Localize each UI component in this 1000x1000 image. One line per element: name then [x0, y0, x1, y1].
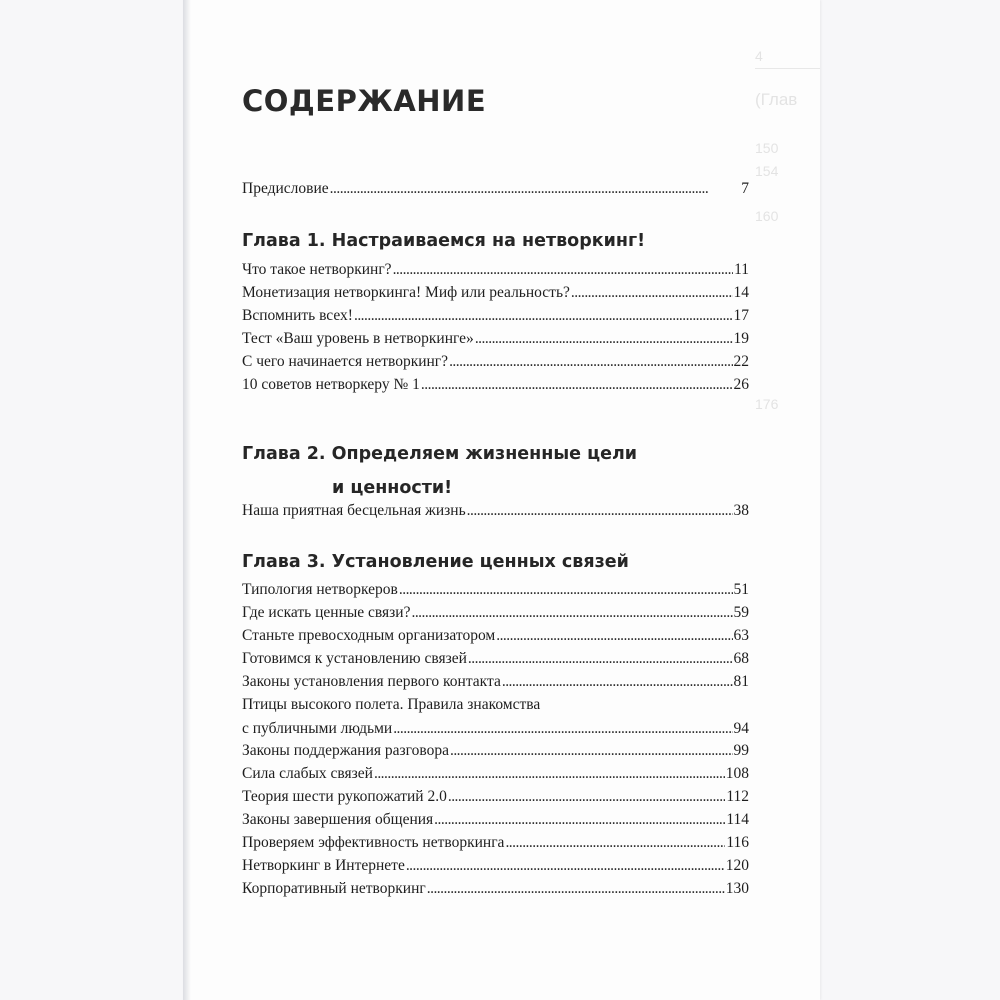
toc-entry[interactable] [242, 857, 749, 881]
dot-leader [505, 834, 725, 854]
toc-entry-page: 94 [733, 720, 749, 737]
toc-entry-page: 19 [733, 330, 749, 347]
toc-entry-label: С чего начинается нетворкинг? [242, 353, 449, 370]
page-spine-shadow [183, 0, 191, 1000]
toc-entry[interactable] [242, 811, 749, 835]
dot-leader [449, 353, 732, 373]
show-through-page: 176 [755, 396, 779, 412]
toc-entry-label: Сила слабых связей [242, 765, 373, 782]
toc-entry-page: 108 [725, 765, 749, 782]
show-through-page: 150 [755, 140, 779, 156]
dot-leader [393, 261, 733, 281]
chapter-heading-line: Глава 3. Установление ценных связей [242, 552, 629, 572]
toc-entry-label: Тест «Ваш уровень в нетворкинге» [242, 330, 474, 347]
chapter-heading-line: и ценности! [332, 478, 453, 498]
toc-entry-page: 51 [733, 581, 749, 598]
toc-entry-page: 38 [733, 502, 749, 519]
toc-entry-label: Наша приятная бесцельная жизнь [242, 502, 466, 519]
toc-entry[interactable] [242, 307, 749, 331]
toc-entry-page: 120 [725, 857, 749, 874]
show-through-chapter: (Глав [755, 90, 798, 109]
toc-entry[interactable] [242, 604, 749, 628]
toc-entry[interactable] [242, 765, 749, 789]
toc-entry-page: 7 [741, 180, 749, 197]
show-through-page: 154 [755, 163, 779, 179]
dot-leader [411, 604, 732, 624]
toc-entry-label-line: с публичными людьми [242, 720, 393, 737]
chapter-heading-3 [242, 545, 629, 579]
dot-leader [374, 765, 725, 785]
toc-entry-page: 11 [734, 261, 749, 278]
toc-entry-label: Что такое нетворкинг? [242, 261, 392, 278]
toc-entry-page: 22 [733, 353, 749, 370]
chapter-heading-line: Глава 2. Определяем жизненные цели [242, 444, 638, 464]
show-through-header: 4 [755, 48, 763, 64]
chapter-heading-1 [242, 224, 645, 258]
toc-entry-label: Проверяем эффективность нетворкинга [242, 834, 505, 851]
toc-entry-label: Монетизация нетворкинга! Миф или реальность? [242, 284, 570, 301]
dot-leader [354, 307, 733, 327]
toc-entry-last-line [242, 720, 749, 744]
chapter-heading-line: Глава 1. Настраиваемся на нетворкинг! [242, 231, 646, 251]
dot-leader [330, 180, 741, 200]
toc-entry[interactable] [242, 376, 749, 400]
toc-entry-page: 99 [733, 742, 749, 759]
dot-leader [502, 673, 733, 693]
toc-entry[interactable] [242, 650, 749, 674]
toc-entry[interactable] [242, 788, 749, 812]
toc-entry[interactable] [242, 502, 749, 526]
dot-leader [421, 376, 733, 396]
dot-leader [571, 284, 733, 304]
toc-entry-page: 14 [733, 284, 749, 301]
toc-entry-label: Теория шести рукопожатий 2.0 [242, 788, 447, 805]
toc-entry-page: 130 [725, 880, 749, 897]
toc-title: СОДЕРЖАНИЕ [242, 84, 487, 118]
toc-entry-multiline[interactable] [242, 696, 749, 744]
toc-entry-label: Где искать ценные связи? [242, 604, 411, 621]
dot-leader [434, 811, 725, 831]
toc-entry-label-line: Птицы высокого полета. Правила знакомства [242, 696, 541, 713]
toc-entry[interactable] [242, 330, 749, 354]
toc-entry-label: Типология нетворкеров [242, 581, 398, 598]
dot-leader [475, 330, 733, 350]
show-through-rule [755, 68, 820, 69]
chapter-heading-2 [242, 437, 637, 505]
toc-entry-label: Станьте превосходным организатором [242, 627, 496, 644]
show-through-text [755, 0, 820, 1000]
toc-entry-label: Нетворкинг в Интернете [242, 857, 405, 874]
toc-entry-page: 17 [733, 307, 749, 324]
toc-entry-label: Законы завершения общения [242, 811, 434, 828]
dot-leader [467, 502, 733, 522]
dot-leader [448, 788, 725, 808]
toc-entry-label: Вспомнить всех! [242, 307, 353, 324]
toc-entry-label: Законы поддержания разговора [242, 742, 449, 759]
dot-leader [393, 720, 732, 740]
dot-leader [450, 742, 733, 762]
toc-entry-page: 116 [726, 834, 749, 851]
toc-entry-page: 59 [733, 604, 749, 621]
toc-entry[interactable] [242, 581, 749, 605]
toc-entry-label: Корпоративный нетворкинг [242, 880, 426, 897]
toc-entry[interactable] [242, 627, 749, 651]
toc-entry-label: Предисловие [242, 180, 329, 197]
toc-entry[interactable] [242, 673, 749, 697]
toc-entry[interactable] [242, 284, 749, 308]
dot-leader [399, 581, 733, 601]
dot-leader [496, 627, 732, 647]
dot-leader [427, 880, 725, 900]
toc-entry-label: Готовимся к установлению связей [242, 650, 467, 667]
toc-entry[interactable] [242, 834, 749, 858]
toc-entry-preface[interactable] [242, 180, 749, 204]
dot-leader [468, 650, 733, 670]
toc-entry-label: 10 советов нетворкеру № 1 [242, 376, 420, 393]
toc-entry-page: 112 [726, 788, 749, 805]
toc-entry-page: 114 [726, 811, 749, 828]
toc-entry[interactable] [242, 742, 749, 766]
dot-leader [406, 857, 725, 877]
toc-entry[interactable] [242, 353, 749, 377]
toc-entry-page: 68 [733, 650, 749, 667]
toc-entry-page: 26 [733, 376, 749, 393]
toc-entry-label: Законы установления первого контакта [242, 673, 501, 690]
toc-entry[interactable] [242, 261, 749, 285]
show-through-page: 160 [755, 208, 779, 224]
toc-entry-page: 63 [733, 627, 749, 644]
toc-entry[interactable] [242, 880, 749, 904]
toc-entry-page: 81 [733, 673, 749, 690]
